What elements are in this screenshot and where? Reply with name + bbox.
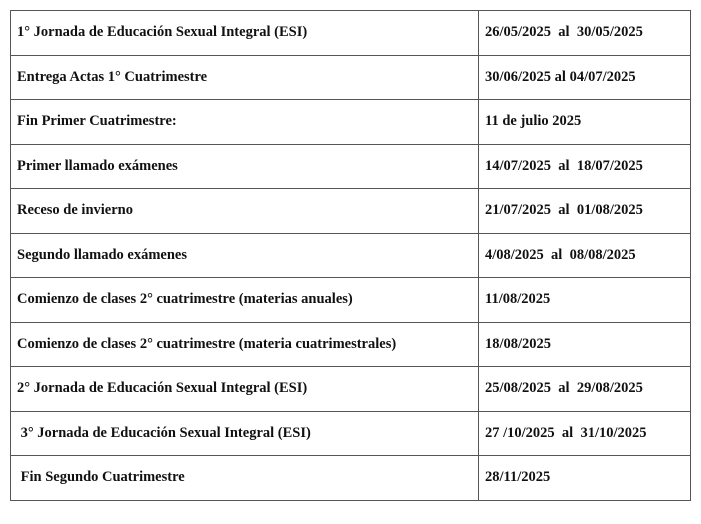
date-cell: 25/08/2025 al 29/08/2025 xyxy=(479,367,691,412)
date-cell: 14/07/2025 al 18/07/2025 xyxy=(479,144,691,189)
event-cell: Segundo llamado exámenes xyxy=(11,233,479,278)
event-cell: Comienzo de clases 2° cuatrimestre (materias anuales) xyxy=(11,278,479,323)
date-cell: 11 de julio 2025 xyxy=(479,100,691,145)
event-cell: Receso de invierno xyxy=(11,189,479,234)
table-row xyxy=(11,100,691,145)
event-cell: Fin Primer Cuatrimestre: xyxy=(11,100,479,145)
table-row xyxy=(11,189,691,234)
table-row xyxy=(11,144,691,189)
table-row xyxy=(11,322,691,367)
table-row xyxy=(11,233,691,278)
date-cell: 11/08/2025 xyxy=(479,278,691,323)
date-cell: 21/07/2025 al 01/08/2025 xyxy=(479,189,691,234)
event-cell: Fin Segundo Cuatrimestre xyxy=(11,456,479,501)
event-cell: Primer llamado exámenes xyxy=(11,144,479,189)
event-cell: 1° Jornada de Educación Sexual Integral (ESI) xyxy=(11,11,479,56)
event-cell: 3° Jornada de Educación Sexual Integral (ESI) xyxy=(11,411,479,456)
table-row xyxy=(11,456,691,501)
table-row xyxy=(11,11,691,56)
date-cell: 4/08/2025 al 08/08/2025 xyxy=(479,233,691,278)
academic-calendar-table xyxy=(10,10,691,501)
date-cell: 18/08/2025 xyxy=(479,322,691,367)
table-row xyxy=(11,367,691,412)
date-cell: 26/05/2025 al 30/05/2025 xyxy=(479,11,691,56)
table-row xyxy=(11,411,691,456)
table-row xyxy=(11,55,691,100)
date-cell: 30/06/2025 al 04/07/2025 xyxy=(479,55,691,100)
event-cell: Comienzo de clases 2° cuatrimestre (materia cuatrimestrales) xyxy=(11,322,479,367)
event-cell: 2° Jornada de Educación Sexual Integral (ESI) xyxy=(11,367,479,412)
date-cell: 28/11/2025 xyxy=(479,456,691,501)
event-cell: Entrega Actas 1° Cuatrimestre xyxy=(11,55,479,100)
date-cell: 27 /10/2025 al 31/10/2025 xyxy=(479,411,691,456)
table-row xyxy=(11,278,691,323)
